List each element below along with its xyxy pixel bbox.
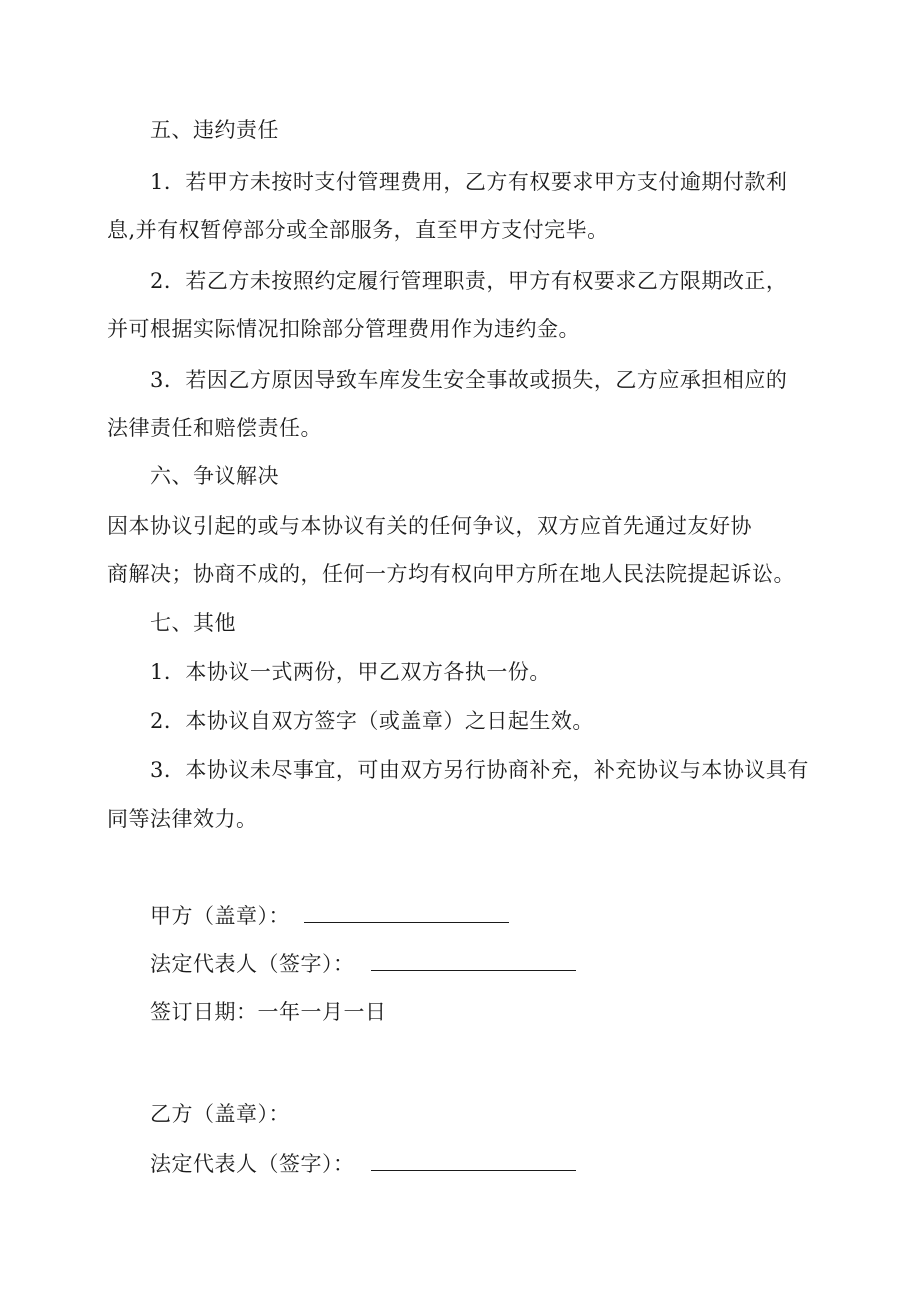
section-6-paragraph-line-1: 因本协议引起的或与本协议有关的任何争议，双方应首先通过友好协 [107,514,752,538]
section-6-paragraph-line-2: 商解决；协商不成的，任何一方均有权向甲方所在地人民法院提起诉讼。 [107,562,795,586]
section-7-item-2: 2．本协议自双方签字（或盖章）之日起生效。 [150,709,594,733]
section-7-item-3-line-2: 同等法律效力。 [107,807,258,831]
party-b-signature-blank[interactable] [371,1152,576,1171]
section-7-item-1: 1．本协议一式两份，甲乙双方各执一份。 [150,660,551,684]
party-a-representative-row [150,951,576,977]
party-a-seal-label: 甲方（盖章）： [150,904,290,928]
section-5-heading: 五、违约责任 [150,118,279,142]
section-5-item-2-line-1: 2．若乙方未按照约定履行管理职责，甲方有权要求乙方限期改正， [150,269,788,293]
section-6-heading: 六、争议解决 [150,464,279,488]
section-5-item-3-line-2: 法律责任和赔偿责任。 [107,416,322,440]
section-5-item-1-line-2: 息,并有权暂停部分或全部服务，直至甲方支付完毕。 [107,218,609,242]
section-5-item-2-line-2: 并可根据实际情况扣除部分管理费用作为违约金。 [107,317,580,341]
party-b-representative-row [150,1151,576,1177]
section-7-item-3-line-1: 3．本协议未尽事宜，可由双方另行协商补充，补充协议与本协议具有 [150,758,809,782]
section-7-heading: 七、其他 [150,611,236,635]
party-a-signature-blank[interactable] [371,952,576,971]
party-b-representative-label: 法定代表人（签字）： [150,1152,355,1176]
section-5-item-3-line-1: 3．若因乙方原因导致车库发生安全事故或损失，乙方应承担相应的 [150,368,788,392]
party-a-seal-blank[interactable] [304,904,509,923]
sign-date-row [150,999,387,1025]
party-a-representative-label: 法定代表人（签字）： [150,952,355,976]
party-b-seal-row [150,1101,290,1127]
section-5-item-1-line-1: 1．若甲方未按时支付管理费用，乙方有权要求甲方支付逾期付款利 [150,170,788,194]
party-a-seal-row [150,903,509,929]
sign-date-label: 签订日期：一年一月一日 [150,1000,387,1024]
party-b-seal-label: 乙方（盖章）： [150,1102,290,1126]
